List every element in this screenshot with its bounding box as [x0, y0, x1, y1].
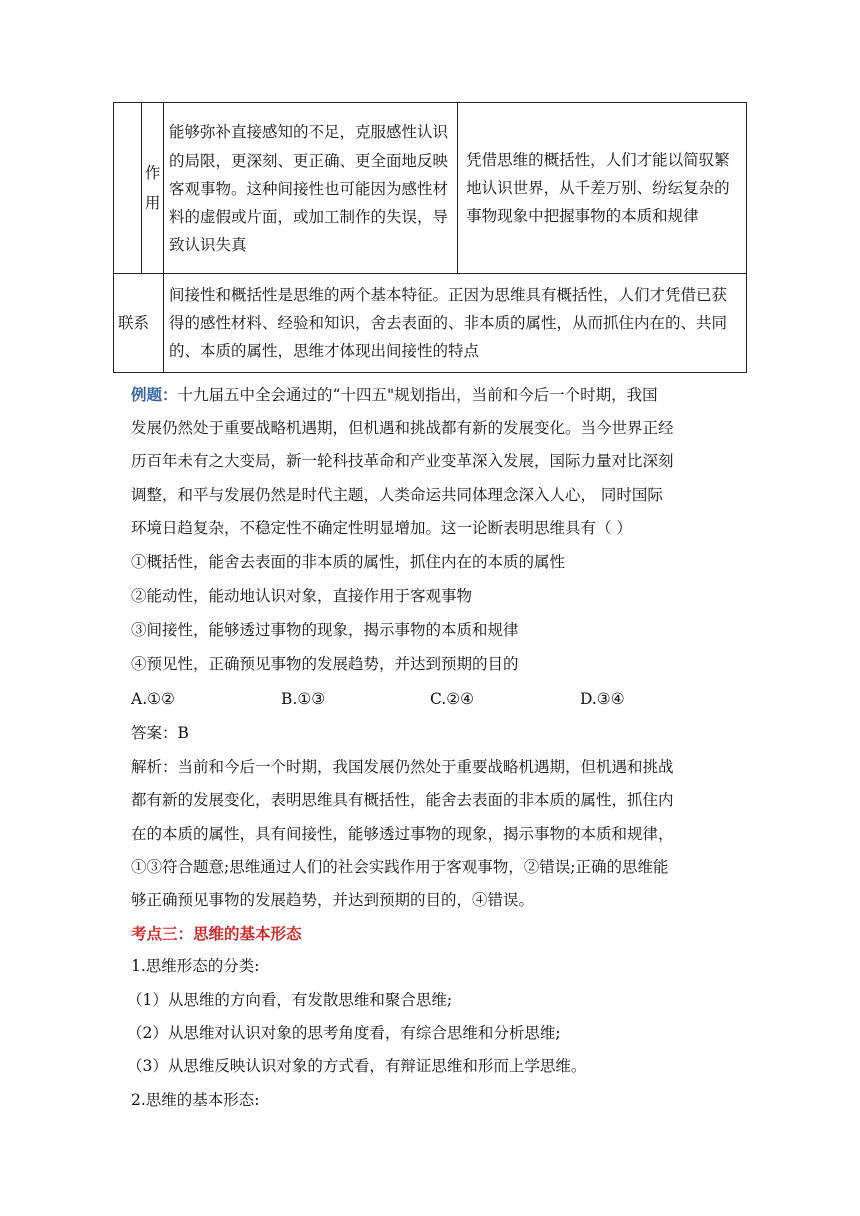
statement-3: ③间接性，能够透过事物的现象，揭示事物的本质和规律: [131, 621, 519, 639]
option-a: A.①②: [131, 690, 175, 708]
effect-indirectness-text: 能够弥补直接感知的不足，克服感性认识的局限，更深刻、更正确、更全面地反映客观事物。这种间接性也可能因为感性材料的虚假或片面，或加工制作的失误，导致认识失真: [169, 123, 449, 255]
example-line-5: 环境日趋复杂，不稳定性不确定性明显增加。这一论断表明思维具有（ ）: [131, 519, 632, 537]
section-sub-2: （2）从思维对认识对象的思考角度看，有综合思维和分析思维;: [127, 1024, 561, 1042]
section-item-2: 2.思维的基本形态:: [131, 1091, 260, 1109]
section-item-1: 1.思维形态的分类:: [131, 957, 260, 975]
example-text: 十九届五中全会通过的“十四五"规划指出，当前和今后一个时期，我国: [177, 386, 658, 404]
option-b: B.①③: [281, 690, 326, 708]
table-row-effect: [114, 103, 747, 274]
analysis-line-4: ①③符合题意;思维通过人们的社会实践作用于客观事物，②错误;正确的思维能: [131, 858, 669, 876]
row-label-link-text: 联系: [118, 313, 150, 332]
comparison-table: [113, 102, 747, 373]
statement-2: ②能动性，能动地认识对象，直接作用于客观事物: [131, 587, 473, 605]
option-c: C.②④: [430, 690, 475, 708]
example-line-2: 发展仍然处于重要战略机遇期，但机遇和挑战都有新的发展变化。当今世界正经: [131, 419, 674, 437]
analysis-line-1: 解析：当前和今后一个时期，我国发展仍然处于重要战略机遇期，但机遇和挑战: [131, 758, 674, 776]
effect-generality-cell: [458, 103, 747, 274]
analysis-line-2: 都有新的发展变化，表明思维具有概括性，能舍去表面的非本质的属性，抓住内: [131, 791, 674, 809]
table-row-link: [114, 274, 747, 373]
row-label-effect: [142, 103, 164, 274]
link-text: 间接性和概括性是思维的两个基本特征。正因为思维具有概括性，人们才凭借已获得的感性材料、经验和知识，舍去表面的、非本质的属性，从而抓住内在的、共同的、本质的属性，思维才体现出间接性的特点: [169, 285, 728, 361]
effect-indirectness-cell: [164, 103, 458, 274]
answer: 答案：B: [131, 724, 189, 742]
section-heading: 考点三：思维的基本形态: [131, 924, 302, 943]
section-sub-1: （1）从思维的方向看，有发散思维和聚合思维;: [127, 991, 453, 1009]
example-line-3: 历百年未有之大变局，新一轮科技革命和产业变革深入发展，国际力量对比深刻: [131, 452, 674, 470]
example-line-4: 调整，和平与发展仍然是时代主题，人类命运共同体理念深入人心， 同时国际: [131, 486, 663, 504]
analysis-line-3: 在的本质的属性，具有间接性，能够透过事物的现象，揭示事物的本质和规律，: [131, 825, 674, 843]
table-blank-cell: [114, 103, 142, 274]
section-sub-3: （3）从思维反映认识对象的方式看，有辩证思维和形而上学思维。: [127, 1057, 587, 1075]
row-label-text: 作用: [144, 164, 161, 212]
analysis-line-5: 够正确预见事物的发展趋势，并达到预期的目的，④错误。: [131, 891, 535, 909]
row-label-link: [114, 274, 164, 373]
statement-4: ④预见性，正确预见事物的发展趋势，并达到预期的目的: [131, 655, 519, 673]
option-d: D.③④: [580, 690, 625, 708]
link-text-cell: [164, 274, 747, 373]
example-line-1: [131, 383, 658, 407]
example-label: 例题：: [131, 385, 178, 404]
statement-1: ①概括性，能舍去表面的非本质的属性，抓住内在的本质的属性: [131, 553, 566, 571]
effect-generality-text: 凭借思维的概括性，人们才能以简驭繁地认识世界，从千差万别、纷纭复杂的事物现象中把握事物的本质和规律: [466, 150, 730, 226]
